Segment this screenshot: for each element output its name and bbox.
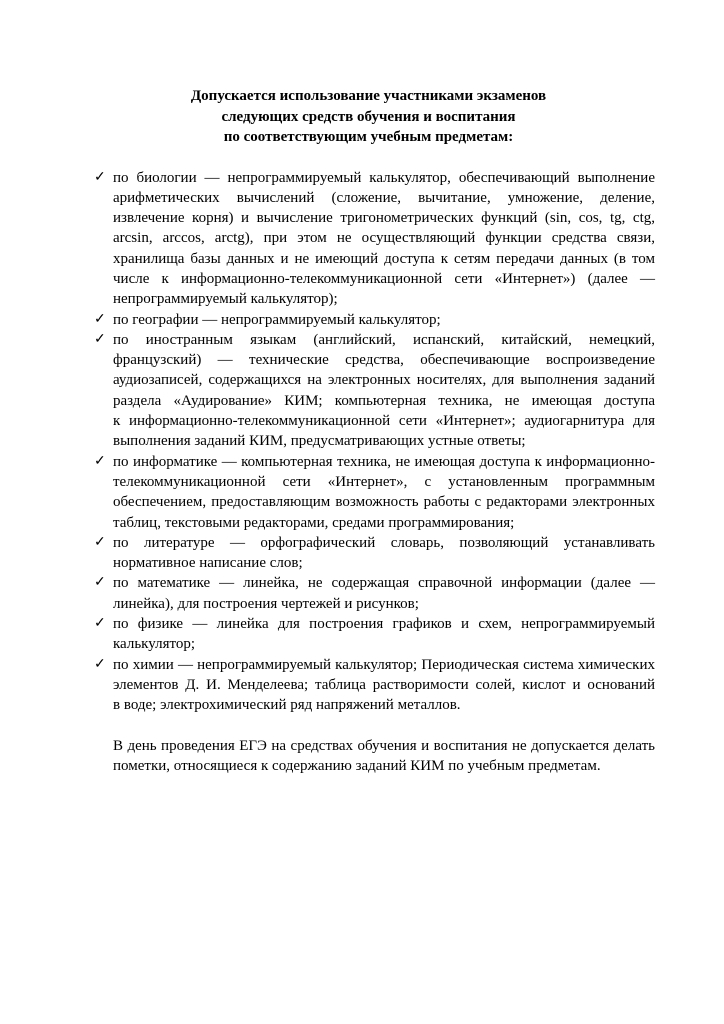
checkmark-icon: ✓ — [94, 616, 106, 632]
title-line-1: Допускается использование участниками экзаменов — [190, 88, 547, 104]
list-item-foreign-languages — [95, 330, 655, 452]
allowed-aids-list — [95, 168, 655, 716]
list-item-chemistry — [95, 655, 655, 716]
list-item-text: по географии — непрограммируемый калькулятор; — [113, 311, 441, 328]
checkmark-icon: ✓ — [94, 331, 106, 347]
checkmark-icon: ✓ — [94, 656, 106, 672]
list-item-text: по математике — линейка, не содержащая справочной информации (далее — линейка), для построения чертежей и рисунков; — [113, 575, 655, 612]
list-item-text: по химии — непрограммируемый калькулятор; Периодическая система химических элементов Д. И. Менделеева; таблица растворимости солей, кислот и оснований в воде; электрохимический ряд напряжений металлов. — [113, 656, 655, 714]
list-item-biology — [95, 168, 655, 310]
list-item-physics — [95, 614, 655, 655]
list-item-geography — [95, 310, 655, 330]
document-content — [95, 86, 655, 776]
list-item-informatics — [95, 452, 655, 533]
checkmark-icon: ✓ — [94, 534, 106, 550]
title-line-2: следующих средств обучения и воспитания — [221, 108, 516, 125]
list-item-literature — [95, 533, 655, 574]
list-item-text: по иностранным языкам (английский, испанский, китайский, немецкий, французский) — технические средства, обеспечивающие воспроизведение аудиозаписей, содержащихся на электронных носителях, для выполнения заданий раздела «Аудирование» КИМ; компьютерная техника, не имеющая доступа к информационно-телекоммуникационной сети «Интернет»; аудиогарнитура для выполнения заданий КИМ, предусматривающих устные ответы; — [113, 331, 655, 450]
list-item-mathematics — [95, 573, 655, 614]
checkmark-icon: ✓ — [94, 575, 106, 591]
checkmark-icon: ✓ — [94, 453, 106, 469]
list-item-text: по литературе — орфографический словарь, позволяющий устанавливать нормативное написание слов; — [113, 534, 655, 572]
list-item-text: по биологии — непрограммируемый калькулятор, обеспечивающий выполнение арифметических вычислений (сложение, вычитание, умножение, деление, извлечение корня) и вычисление тригонометрических функций (sin, cos, tg, ctg, arcsin, arccos, arctg), при этом не осуществляющий функции средства связи, хранилища базы данных и не имеющий доступа к сетям передачи данных (в том числе к информационно-телекоммуникационной сети «Интернет») (далее — непрограммируемый калькулятор); — [113, 169, 655, 308]
list-item-text: по физике — линейка для построения графиков и схем, непрограммируемый калькулятор; — [113, 616, 655, 653]
checkmark-icon: ✓ — [94, 169, 106, 185]
checkmark-icon: ✓ — [94, 311, 106, 327]
document-title — [82, 86, 655, 148]
title-line-3: по соответствующим учебным предметам: — [223, 129, 514, 145]
list-item-text: по информатике — компьютерная техника, не имеющая доступа к информационно-телекоммуникационной сети «Интернет», с установленным программным обеспечением, предоставляющим возможность работы с редакторами электронных таблиц, текстовыми редакторами, средами программирования; — [113, 453, 655, 531]
closing-paragraph: В день проведения ЕГЭ на средствах обучения и воспитания не допускается делать пометки, относящиеся к содержанию заданий КИМ по учебным предметам. — [113, 737, 655, 774]
